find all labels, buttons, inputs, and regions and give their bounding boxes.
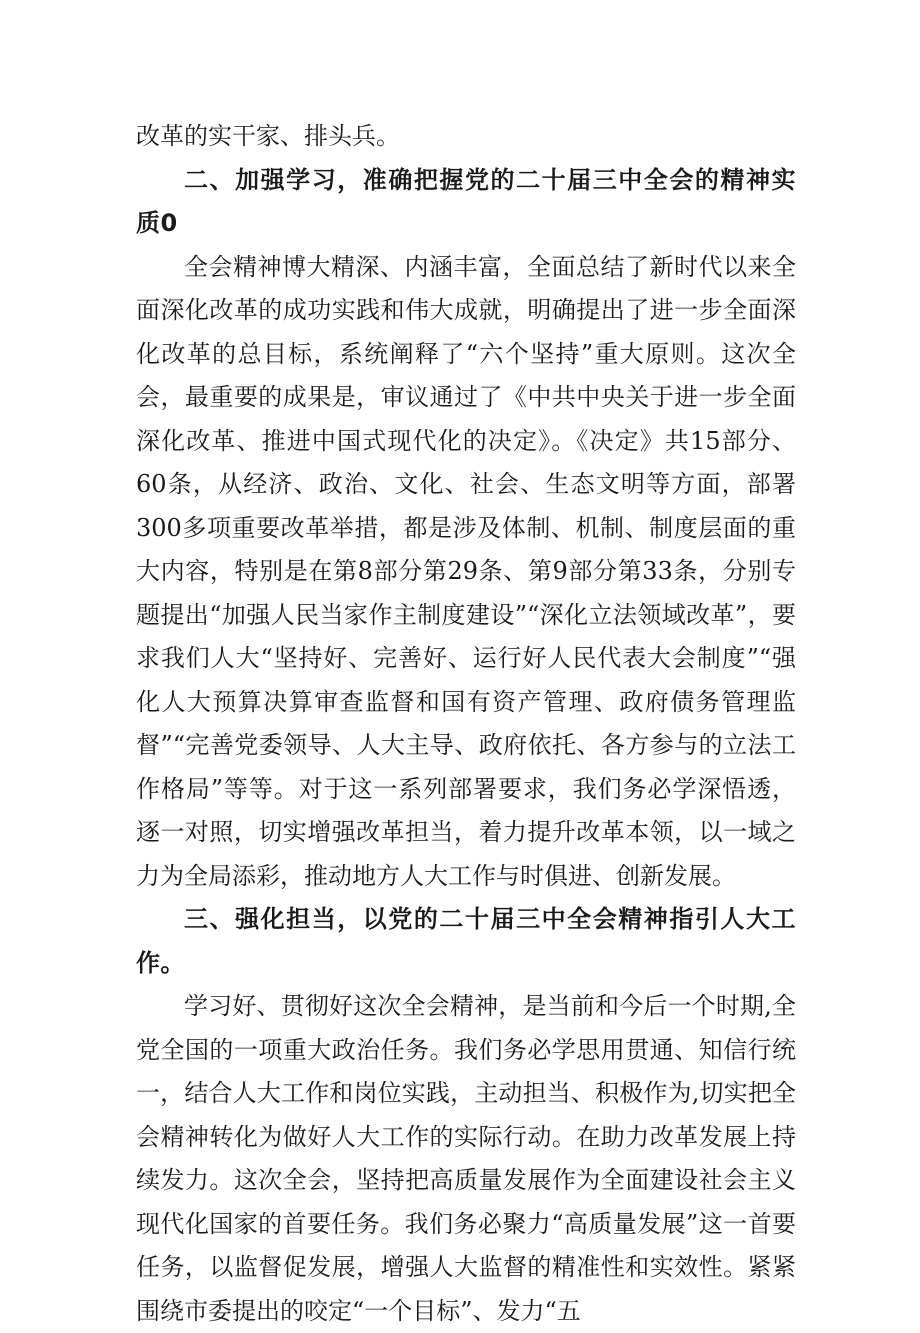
section-2-heading: 二、加强学习，准确把握党的二十届三中全会的精神实质0 [136, 165, 796, 237]
section-3-heading: 三、强化担当，以党的二十届三中全会精神指引人大工作。 [136, 905, 796, 977]
document-body [136, 115, 796, 1333]
section-3-paragraph: 学习好、贯彻好这次全会精神，是当前和今后一个时期,全党全国的一项重大政治任务。我们务必学思用贯通、知信行统一，结合人大工作和岗位实践，主动担当、积极作为,切实把全会精神转化为做好人大工作的实际行动。在助力改革发展上持续发力。这次全会，坚持把高质量发展作为全面建设社会主义现代化国家的首要任务。我们务必聚力“高质量发展”这一首要任务，以监督促发展，增强人大监督的精准性和实效性。紧紧围绕市委提出的咬定“一个目标”、发力“五 [136, 992, 796, 1325]
intro-line: 改革的实干家、排头兵。 [136, 122, 400, 150]
section-2-paragraph: 全会精神博大精深、内涵丰富，全面总结了新时代以来全面深化改革的成功实践和伟大成就，明确提出了进一步全面深化改革的总目标，系统阐释了“六个坚持”重大原则。这次全会，最重要的成果是，审议通过了《中共中央关于进一步全面深化改革、推进中国式现代化的决定》。《决定》共15部分、60条，从经济、政治、文化、社会、生态文明等方面，部署300多项重要改革举措，都是涉及体制、机制、制度层面的重大内容，特别是在第8部分第29条、第9部分第33条，分别专题提出“加强人民当家作主制度建设”“深化立法领域改革”，要求我们人大“坚持好、完善好、运行好人民代表大会制度”“强化人大预算决算审查监督和国有资产管理、政府债务管理监督”“完善党委领导、人大主导、政府依托、各方参与的立法工作格局”等等。对于这一系列部署要求，我们务必学深悟透，逐一对照，切实增强改革担当，着力提升改革本领，以一域之力为全局添彩，推动地方人大工作与时俱进、创新发展。 [136, 252, 796, 890]
